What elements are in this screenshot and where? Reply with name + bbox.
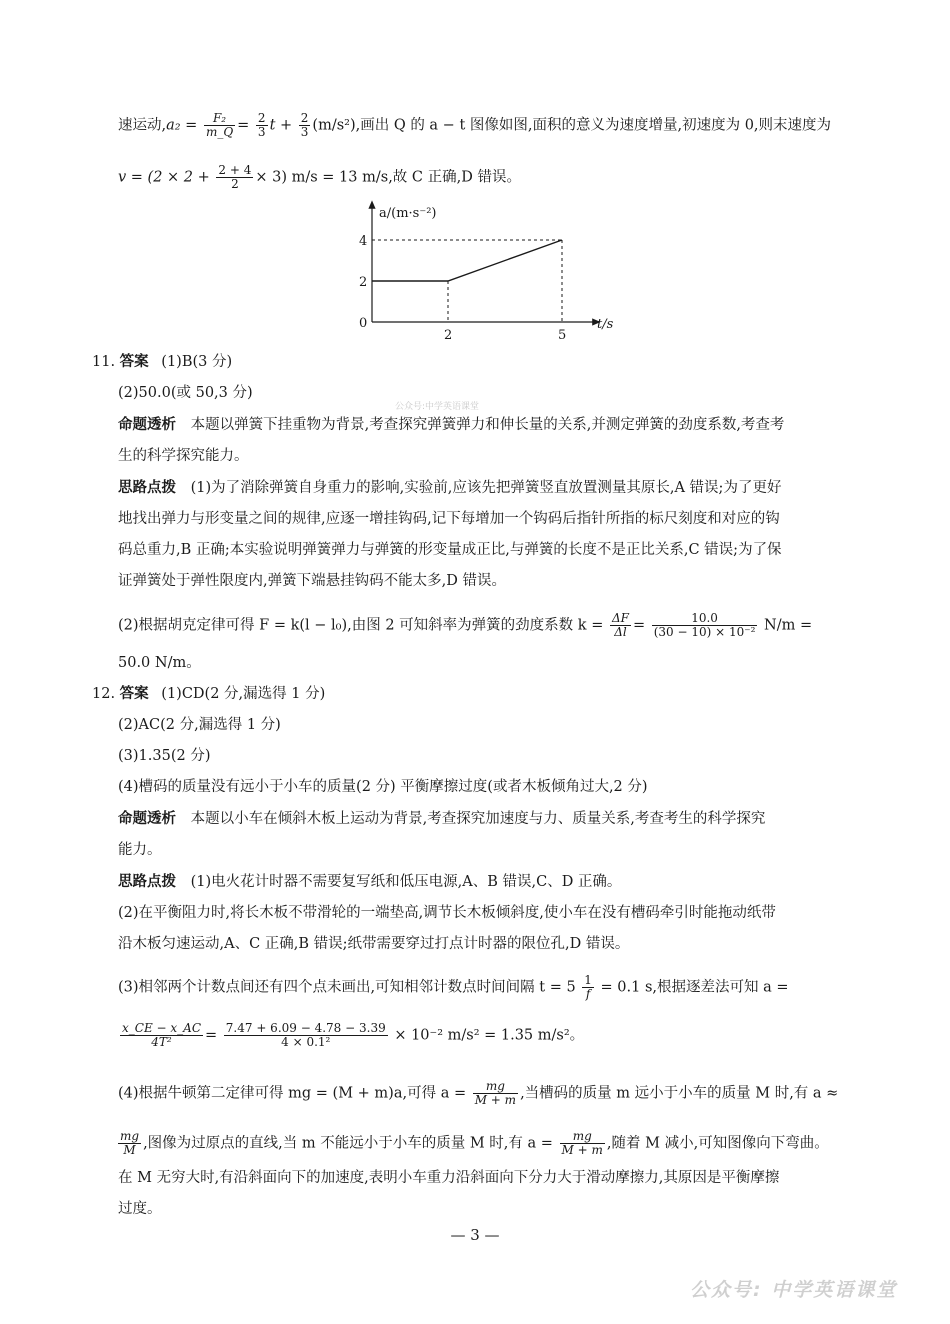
text: a₂ = — [166, 117, 198, 134]
x-axis-label: t/s — [597, 317, 614, 332]
q11-mingti-line-2 — [118, 446, 249, 466]
q11-answer-line — [92, 352, 232, 372]
text: 证弹簧处于弹性限度内,弹簧下端悬挂钩码不能太多,D 错误。 — [118, 573, 506, 589]
q12-silu-line-2 — [118, 903, 776, 923]
text: (2)AC(2 分,漏选得 1 分) — [118, 717, 281, 733]
fraction-f2-mq — [204, 112, 235, 139]
text: (3)相邻两个计数点间还有四个点未画出,可知相邻计数点时间间隔 t = 5 — [118, 979, 576, 996]
text: × 3) m/s = 13 m/s,故 C 正确,D 错误。 — [255, 169, 521, 186]
frac-den: 3 — [257, 125, 266, 139]
text: (1)CD(2 分,漏选得 1 分) — [161, 686, 326, 702]
fraction-k-value — [652, 612, 758, 639]
solution-line-2 — [118, 164, 521, 191]
text: 沿木板匀速运动,A、C 正确,B 错误;纸带需要穿过打点计时器的限位孔,D 错误。 — [118, 936, 630, 952]
q11-silu-line-2 — [118, 509, 780, 529]
text: = 0.1 s,根据逐差法可知 a = — [600, 979, 789, 996]
q12-answer-line — [92, 684, 325, 704]
series-line — [372, 240, 562, 281]
text: 速运动, — [118, 117, 167, 134]
watermark-logo: 公众号: 中学英语课堂 — [690, 1279, 898, 1301]
question-number: 12. — [92, 686, 116, 702]
text: (2)根据胡克定律可得 F = k(l − l₀),由图 2 可知斜率为弹簧的劲度系数 k = — [118, 617, 604, 634]
section-label: 命题透析 — [118, 416, 176, 433]
answer-label: 答案 — [119, 353, 149, 370]
frac-num: mg — [120, 1129, 140, 1143]
fraction-2-3 — [256, 112, 268, 139]
q11-mingti-line-1 — [118, 415, 784, 435]
fraction-6-2 — [216, 164, 253, 191]
q12-silu-line-1 — [118, 872, 621, 892]
text: ,画出 Q 的 a − t 图像如图,面积的意义为速度增量,初速度为 0,则末速度为 — [355, 117, 832, 134]
fraction-mg-Mm — [473, 1080, 518, 1107]
frac-num: 10.0 — [652, 612, 758, 626]
section-label: 思路点拨 — [118, 873, 176, 890]
frac-den: Δl — [614, 625, 627, 639]
frac-den: 2 — [231, 177, 239, 191]
fraction-numeric — [224, 1022, 388, 1049]
q12-answer-4 — [118, 777, 648, 797]
frac-num: 7.47 + 6.09 − 4.78 − 3.39 — [225, 1021, 386, 1035]
answer-label: 答案 — [119, 685, 149, 702]
text: = — [205, 1027, 218, 1044]
frac-den: M + m — [561, 1143, 603, 1157]
text: = — [237, 117, 250, 134]
text: = — [632, 617, 646, 634]
watermark-small: 公众号:中学英语课堂 — [395, 402, 480, 412]
frac-num: 2 + 4 — [218, 163, 252, 177]
y-tick-label: 4 — [359, 234, 368, 249]
text: 50.0 N/m。 — [118, 655, 201, 671]
frac-den: f — [585, 987, 591, 1001]
q12-part4-line-4 — [118, 1199, 162, 1219]
text: (m/s²) — [312, 117, 356, 134]
fraction-dF-dl — [610, 612, 631, 639]
frac-num: mg — [560, 1130, 605, 1144]
text: ,图像为过原点的直线,当 m 不能远小于小车的质量 M 时,有 a = — [143, 1135, 553, 1152]
text: ,当槽码的质量 m 远小于小车的质量 M 时,有 a ≈ — [520, 1085, 839, 1102]
text: ,随着 M 减小,可知图像向下弯曲。 — [606, 1135, 829, 1152]
section-label: 思路点拨 — [118, 479, 176, 496]
text: (2)在平衡阻力时,将长木板不带滑轮的一端垫高,调节长木板倾斜度,使小车在没有槽码牵引时能拖动纸带 — [118, 905, 776, 921]
page-number: — 3 — — [450, 1226, 500, 1244]
text: (4)根据牛顿第二定律可得 mg = (M + m)a,可得 a = — [118, 1085, 467, 1102]
frac-den: m_Q — [205, 125, 234, 139]
frac-num: 1 — [584, 973, 592, 987]
fraction-mg-M — [118, 1130, 141, 1157]
frac-den: (30 − 10) × 10⁻² — [653, 625, 756, 639]
q11-part2-end — [118, 653, 201, 673]
text: N/m = — [764, 617, 813, 634]
text: (4)槽码的质量没有远小于小车的质量(2 分) 平衡摩擦过度(或者木板倾角过大,2 分) — [118, 779, 648, 795]
a-t-chart — [355, 200, 615, 350]
y-axis-label: a/(m·s⁻²) — [379, 206, 437, 221]
fraction-xce-xac — [120, 1022, 203, 1049]
q12-part4-line-1 — [118, 1080, 838, 1107]
frac-num: x_CE − x_AC — [122, 1021, 202, 1035]
frac-den: M — [123, 1143, 136, 1157]
frac-den: 4T² — [151, 1035, 172, 1049]
frac-num: 2 — [300, 111, 309, 125]
solution-line-1 — [118, 112, 831, 139]
q12-part3-formula — [118, 1022, 584, 1049]
text: t + — [269, 117, 293, 134]
q12-part4-line-3 — [118, 1168, 779, 1188]
text: 能力。 — [118, 842, 162, 858]
text: (1)B(3 分) — [161, 354, 233, 370]
x-tick-label: 5 — [558, 328, 567, 343]
q11-silu-line-3 — [118, 540, 782, 560]
fraction-1-f — [582, 974, 594, 1001]
text: 过度。 — [118, 1201, 162, 1217]
text: 地找出弹力与形变量之间的规律,应逐一增挂钩码,记下每增加一个钩码后指针所指的标尺刻度和对应的钩 — [118, 511, 780, 527]
text: 本题以小车在倾斜木板上运动为背景,考查探究加速度与力、质量关系,考查考生的科学探究 — [190, 811, 766, 827]
frac-num: F₂ — [204, 112, 235, 126]
frac-den: M + m — [474, 1093, 517, 1107]
text: (1)为了消除弹簧自身重力的影响,实验前,应该先把弹簧竖直放置测量其原长,A 错误;为了更好 — [190, 480, 782, 496]
q12-part3-line — [118, 974, 789, 1001]
q12-silu-line-3 — [118, 934, 629, 954]
frac-num: ΔF — [611, 611, 629, 625]
text: (2)50.0(或 50,3 分) — [118, 385, 253, 401]
q12-answer-2 — [118, 715, 281, 735]
frac-den: 4 × 0.1² — [281, 1035, 331, 1049]
q12-answer-3 — [118, 746, 210, 766]
text: (3)1.35(2 分) — [118, 748, 211, 764]
text: × 10⁻² m/s² = 1.35 m/s²。 — [394, 1027, 585, 1044]
text: 生的科学探究能力。 — [118, 448, 249, 464]
fraction-2-3b — [299, 112, 311, 139]
frac-num: 2 — [257, 111, 266, 125]
text: v = (2 × 2 + — [118, 169, 210, 186]
origin-label: 0 — [359, 316, 368, 331]
fraction-mg-Mm-2 — [560, 1130, 605, 1157]
frac-num: mg — [473, 1080, 518, 1094]
text: 码总重力,B 正确;本实验说明弹簧弹力与弹簧的形变量成正比,与弹簧的长度不是正比关系,C 错误;为了保 — [118, 542, 782, 558]
section-label: 命题透析 — [118, 810, 176, 827]
q11-silu-line-1 — [118, 478, 781, 498]
text: 本题以弹簧下挂重物为背景,考查探究弹簧弹力和伸长量的关系,并测定弹簧的劲度系数,考查考 — [190, 417, 785, 433]
q11-answer-2 — [118, 383, 253, 403]
q11-part2-line — [118, 612, 812, 639]
q11-silu-line-4 — [118, 571, 506, 591]
q12-mingti-line-2 — [118, 840, 162, 860]
q12-mingti-line-1 — [118, 809, 765, 829]
q12-part4-line-2 — [118, 1130, 829, 1157]
y-tick-label: 2 — [359, 275, 368, 290]
x-tick-label: 2 — [444, 328, 453, 343]
question-number: 11. — [92, 354, 116, 370]
text: 在 M 无穷大时,有沿斜面向下的加速度,表明小车重力沿斜面向下分力大于滑动摩擦力,其原因是平衡摩擦 — [118, 1170, 780, 1186]
frac-den: 3 — [300, 125, 309, 139]
text: (1)电火花计时器不需要复写纸和低压电源,A、B 错误,C、D 正确。 — [190, 874, 622, 890]
